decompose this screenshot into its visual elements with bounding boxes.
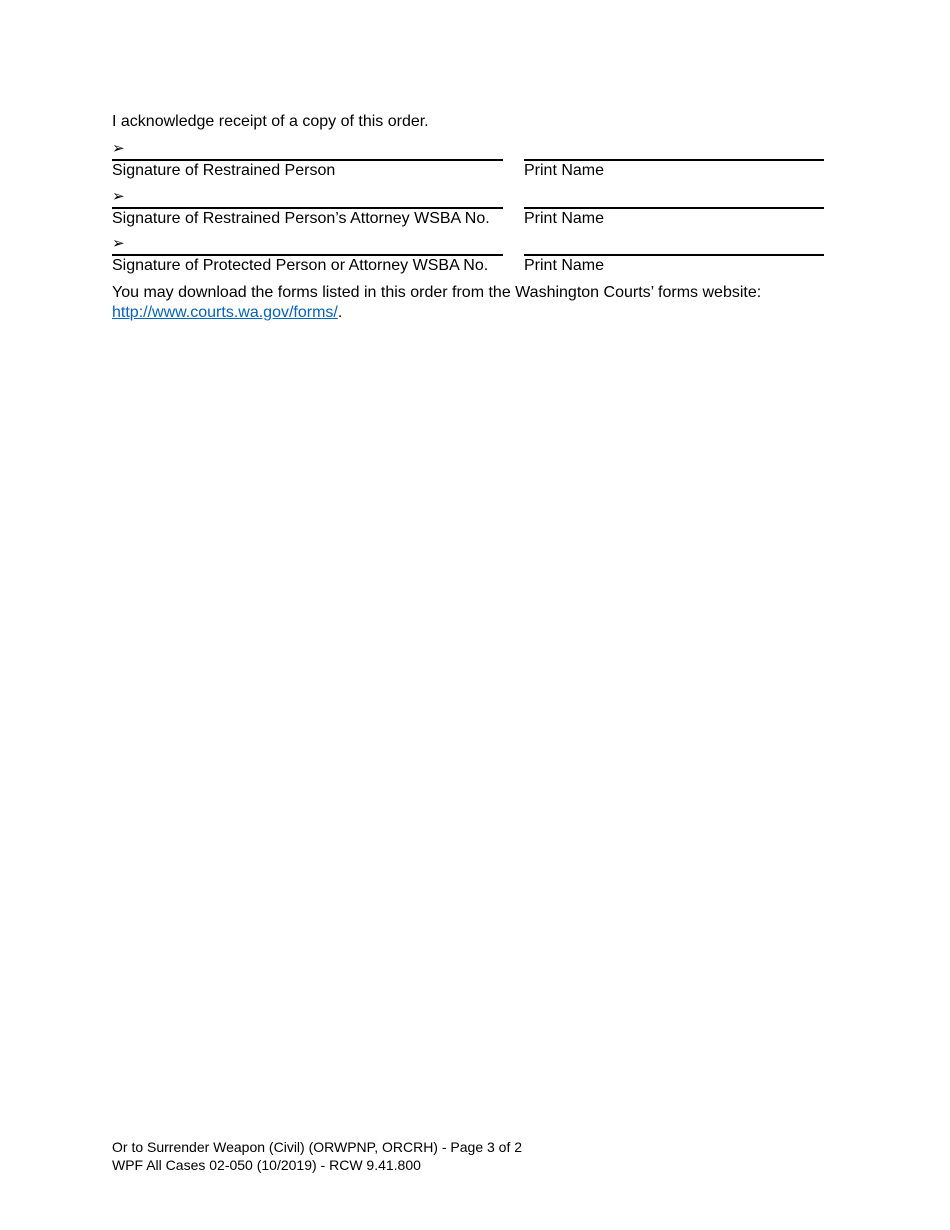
print-name-line[interactable] [524,185,824,209]
download-text: You may download the forms listed in this order from the Washington Courts’ forms website: [112,284,762,301]
download-suffix: . [337,304,343,321]
page-footer [112,1138,522,1174]
print-name-line[interactable] [524,232,824,256]
signature-line[interactable] [112,137,503,161]
print-name-line[interactable] [524,137,824,161]
print-name-caption: Print Name [524,162,605,179]
arrow-bullet-icon: ➢ [112,234,125,252]
footer-form-number: WPF All Cases 02-050 (10/2019) - RCW 9.41.800 [112,1157,421,1173]
signature-line[interactable] [112,232,503,256]
signature-caption: Signature of Restrained Person [112,162,336,179]
footer-form-title: Or to Surrender Weapon (Civil) (ORWPNP, ORCRH) - Page 3 of 2 [112,1139,523,1155]
signature-row-protected-person [112,232,824,272]
signature-row-restrained-attorney [112,185,824,225]
signature-caption: Signature of Protected Person or Attorney WSBA No. [112,257,489,274]
signature-caption: Signature of Restrained Person’s Attorney WSBA No. [112,210,490,227]
download-forms-paragraph [112,283,824,323]
arrow-bullet-icon: ➢ [112,187,125,205]
signature-line[interactable] [112,185,503,209]
signature-row-restrained-person [112,137,824,177]
print-name-caption: Print Name [524,257,605,274]
forms-website-link[interactable]: http://www.courts.wa.gov/forms/ [112,304,338,321]
arrow-bullet-icon: ➢ [112,139,125,157]
print-name-caption: Print Name [524,210,605,227]
acknowledgement-text: I acknowledge receipt of a copy of this order. [112,113,429,130]
